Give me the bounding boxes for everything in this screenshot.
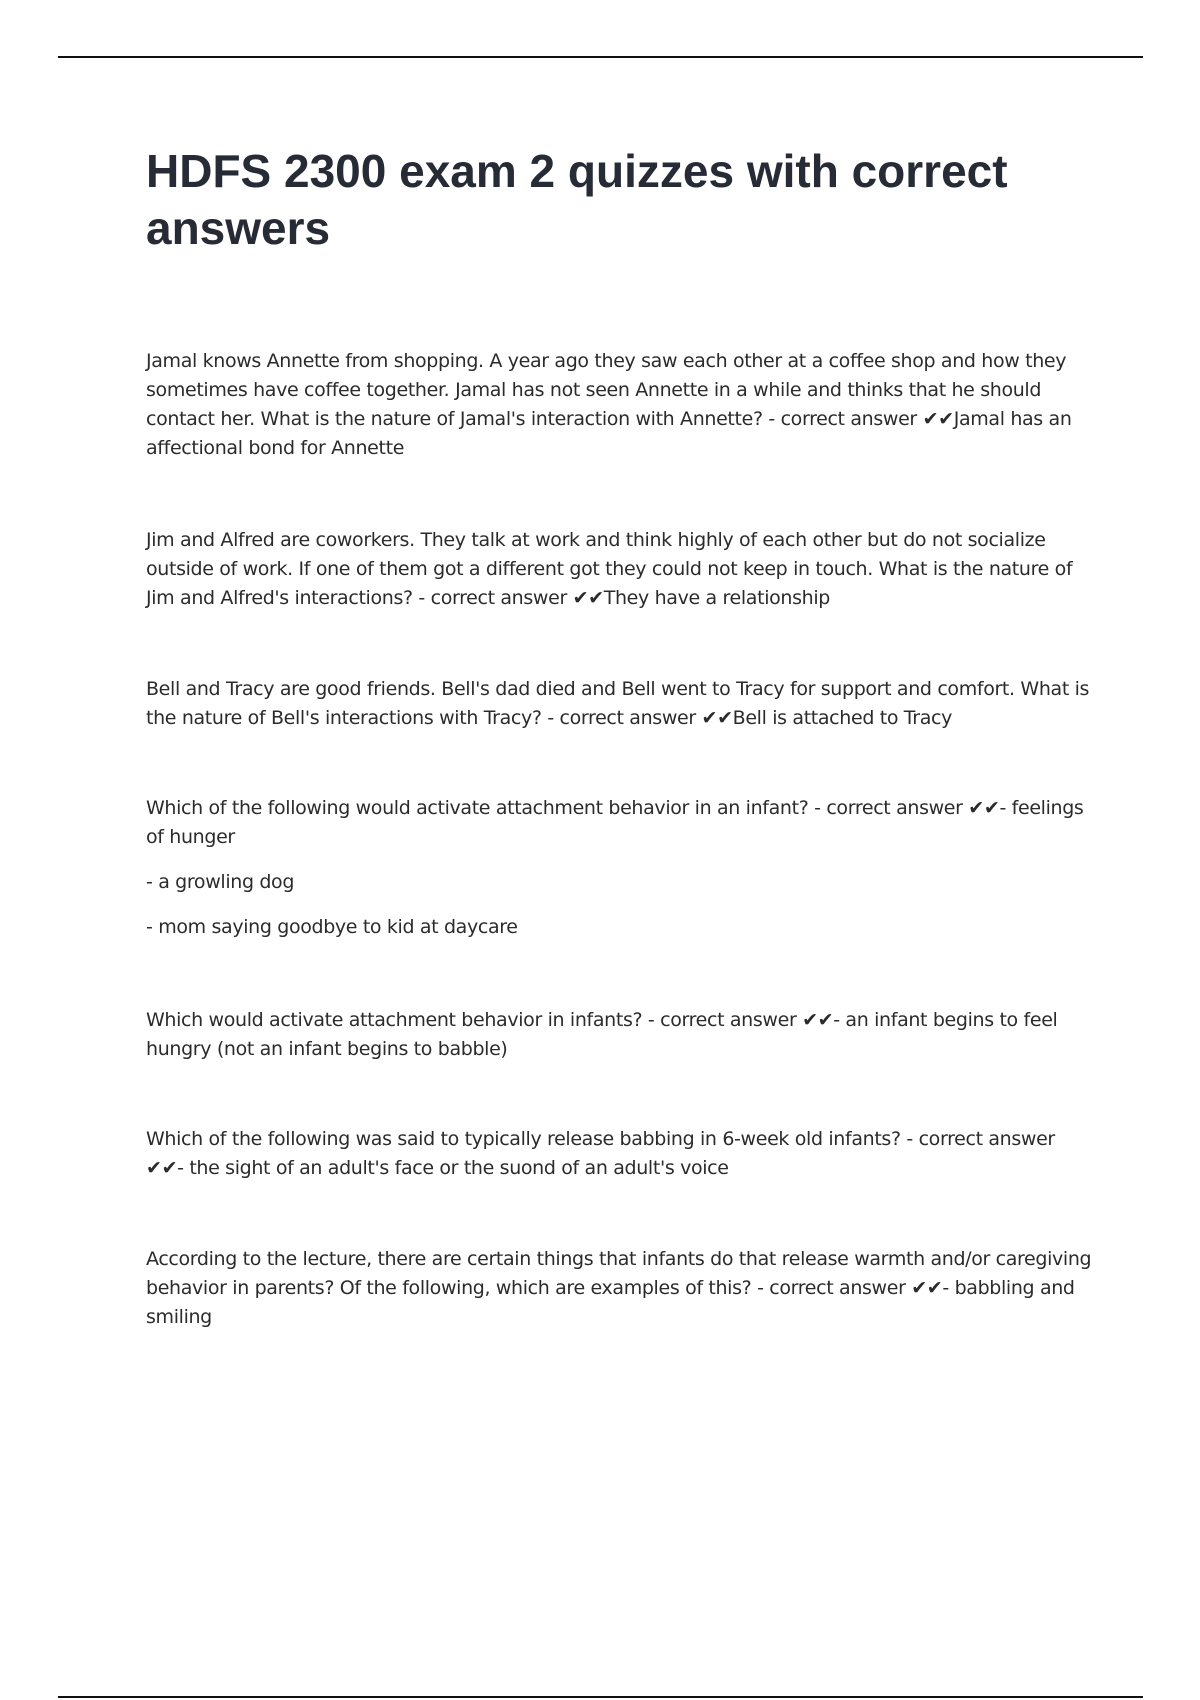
- question-answer-item: [146, 1245, 1096, 1332]
- answer-option: - a growling dog: [146, 871, 295, 893]
- bottom-divider: [58, 1696, 1143, 1698]
- question-answer-text: Jamal knows Annette from shopping. A year ago they saw each other at a coffee shop and how they sometimes have coffee together. Jamal has not seen Annette in a while and thinks that he should contact her. What is the nature of Jamal's interaction with Annette? - correct answer ✔✔Jamal has an affectional bond for Annette: [146, 350, 1072, 459]
- question-answer-item: [146, 1125, 1096, 1183]
- top-divider: [58, 56, 1143, 58]
- answer-option: - mom saying goodbye to kid at daycare: [146, 916, 518, 938]
- question-answer-item: [146, 347, 1096, 463]
- question-answer-text: Which of the following would activate attachment behavior in an infant? - correct answer ✔✔- feelings of hunger: [146, 797, 1084, 848]
- question-answer-text: Which would activate attachment behavior in infants? - correct answer ✔✔- an infant begins to feel hungry (not an infant begins to babble): [146, 1009, 1058, 1060]
- question-answer-text: According to the lecture, there are certain things that infants do that release warmth and/or caregiving behavior in parents? Of the following, which are examples of this? - correct answer ✔✔- babbling and smiling: [146, 1248, 1092, 1328]
- question-answer-text: Jim and Alfred are coworkers. They talk at work and think highly of each other but do not socialize outside of work. If one of them got a different got they could not keep in touch. What is the nature of Jim and Alfred's interactions? - correct answer ✔✔They have a relationship: [146, 529, 1073, 609]
- question-answer-item: [146, 526, 1096, 613]
- question-answer-text: Bell and Tracy are good friends. Bell's dad died and Bell went to Tracy for support and comfort. What is the nature of Bell's interactions with Tracy? - correct answer ✔✔Bell is attached to Tracy: [146, 678, 1090, 729]
- question-answer-item: [146, 794, 1096, 942]
- question-answer-text: Which of the following was said to typically release babbing in 6-week old infants? - correct answer ✔✔- the sight of an adult's face or the suond of an adult's voice: [146, 1128, 1055, 1179]
- document-title: HDFS 2300 exam 2 quizzes with correct answers: [146, 145, 1008, 254]
- question-answer-item: [146, 675, 1096, 733]
- question-answer-item: [146, 1006, 1096, 1064]
